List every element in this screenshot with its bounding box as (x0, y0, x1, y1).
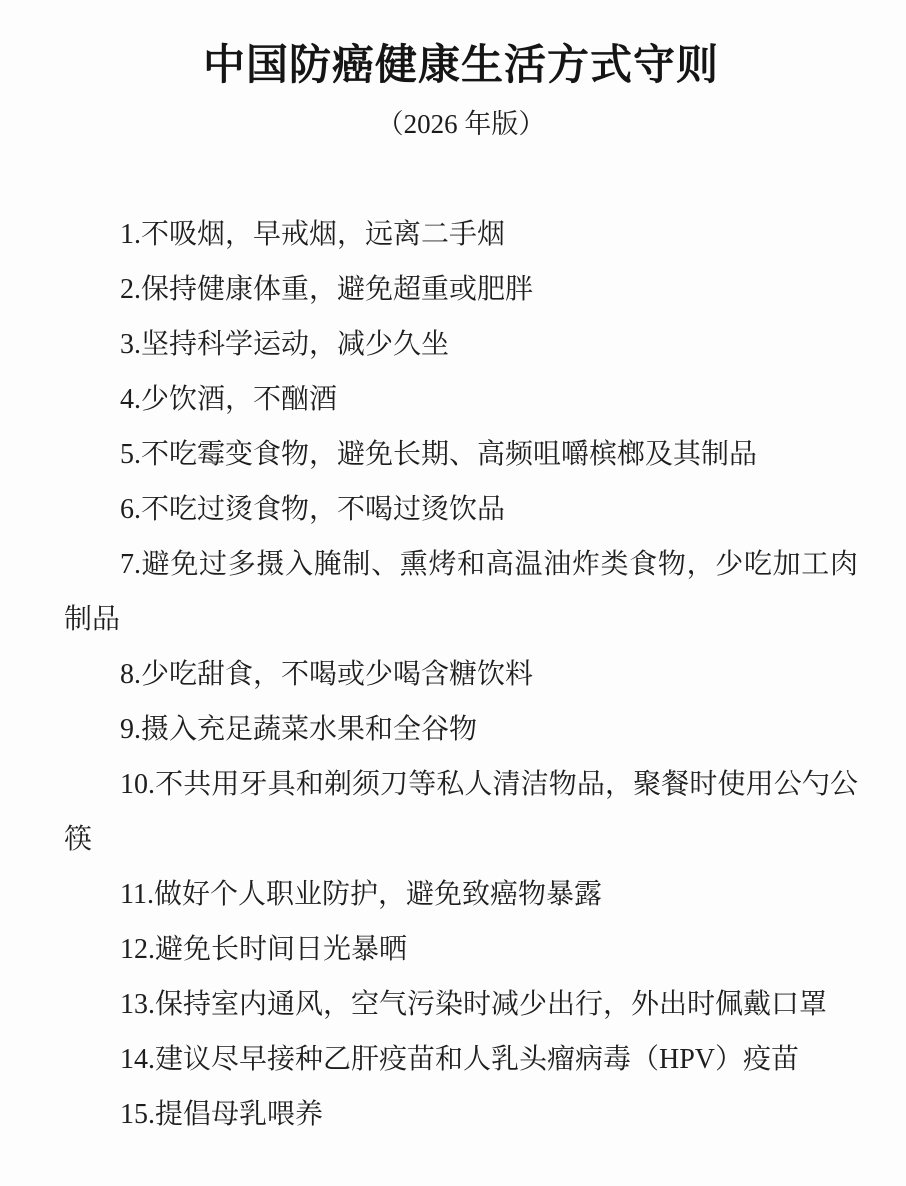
guideline-item-8 (64, 647, 858, 702)
document-title: 中国防癌健康生活方式守则 (202, 43, 719, 89)
item-text: 提倡母乳喂养 (155, 1099, 324, 1130)
item-number: 1. (120, 219, 141, 250)
item-text: 避免过多摄入腌制、熏烤和高温油炸类食物，少吃加工肉制品 (64, 549, 858, 635)
guideline-item-3 (64, 317, 858, 372)
guideline-item-5 (64, 427, 858, 482)
item-text: 不共用牙具和剃须刀等私人清洁物品，聚餐时使用公勺公筷 (64, 769, 858, 855)
item-text: 坚持科学运动，减少久坐 (141, 329, 450, 360)
guideline-item-12 (64, 922, 858, 977)
item-number: 7. (120, 549, 141, 580)
document-subtitle: （2026 年版） (376, 109, 546, 139)
item-number: 10. (120, 769, 155, 800)
guideline-item-6 (64, 482, 858, 537)
item-number: 4. (120, 384, 141, 415)
guideline-item-1 (64, 207, 858, 262)
item-text: 不吸烟，早戒烟，远离二手烟 (141, 219, 506, 250)
item-text: 保持室内通风，空气污染时减少出行，外出时佩戴口罩 (155, 989, 828, 1020)
item-number: 3. (120, 329, 141, 360)
guideline-item-15 (64, 1087, 858, 1142)
item-text: 少饮酒，不酗酒 (141, 384, 338, 415)
item-number: 2. (120, 274, 141, 305)
guideline-item-14 (64, 1032, 858, 1087)
guideline-item-11 (64, 867, 858, 922)
item-number: 14. (120, 1044, 155, 1075)
guideline-item-10 (64, 757, 858, 867)
item-text: 不吃霉变食物，避免长期、高频咀嚼槟榔及其制品 (141, 439, 758, 470)
guideline-item-7 (64, 537, 858, 647)
item-text: 摄入充足蔬菜水果和全谷物 (141, 714, 478, 745)
item-text: 避免长时间日光暴晒 (155, 934, 408, 965)
item-number: 9. (120, 714, 141, 745)
item-number: 12. (120, 934, 155, 965)
guideline-item-4 (64, 372, 858, 427)
item-number: 13. (120, 989, 155, 1020)
item-text: 少吃甜食，不喝或少喝含糖饮料 (141, 659, 534, 690)
item-text: 做好个人职业防护，避免致癌物暴露 (153, 879, 602, 910)
item-number: 6. (120, 494, 141, 525)
guideline-list (64, 207, 858, 1142)
item-text: 保持健康体重，避免超重或肥胖 (141, 274, 534, 305)
guideline-item-2 (64, 262, 858, 317)
guideline-item-13 (64, 977, 858, 1032)
item-number: 8. (120, 659, 141, 690)
item-number: 5. (120, 439, 141, 470)
item-text: 建议尽早接种乙肝疫苗和人乳头瘤病毒（HPV）疫苗 (155, 1044, 800, 1075)
item-number: 11. (120, 879, 154, 910)
item-text: 不吃过烫食物，不喝过烫饮品 (141, 494, 506, 525)
guideline-item-9 (64, 702, 858, 757)
item-number: 15. (120, 1099, 155, 1130)
